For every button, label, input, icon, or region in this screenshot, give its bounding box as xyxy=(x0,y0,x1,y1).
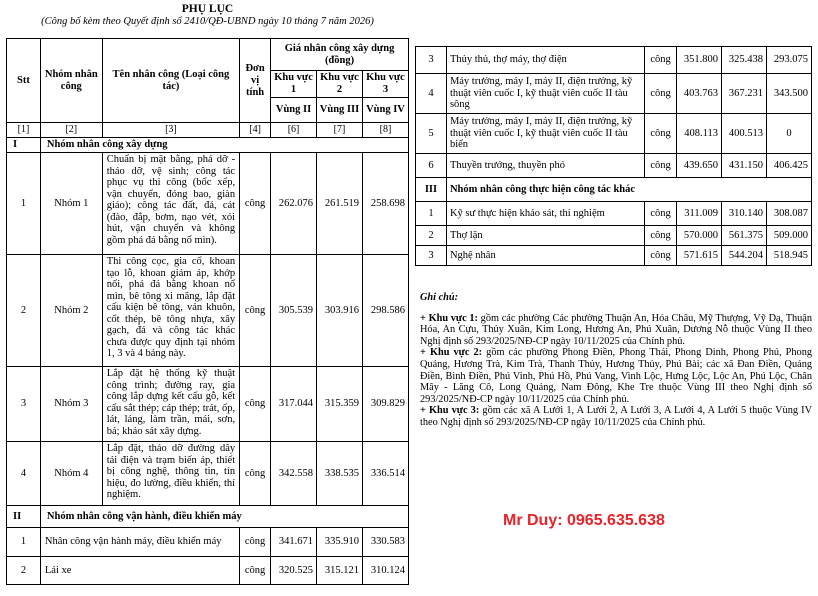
row-value-2: 303.916 xyxy=(317,255,363,367)
header-region-2: Khu vực 2 xyxy=(317,71,363,98)
row-value-3: 343.500 xyxy=(766,74,811,114)
row-value-2: 338.535 xyxy=(317,442,363,506)
row-value-3: 293.075 xyxy=(766,47,811,74)
section-row xyxy=(7,138,409,153)
row-value-2: 367.231 xyxy=(722,74,767,114)
note-label: + Khu vực 2: xyxy=(420,347,483,359)
row-unit: công xyxy=(240,557,271,585)
row-value-1: 341.671 xyxy=(271,528,317,557)
row-value-2: 561.375 xyxy=(722,226,767,246)
table-row xyxy=(416,226,812,246)
section-number: II xyxy=(7,506,41,528)
row-name: Lái xe xyxy=(40,557,239,585)
header-region-3: Khu vực 3 xyxy=(362,71,408,98)
row-unit: công xyxy=(240,367,271,442)
row-unit: công xyxy=(240,255,271,367)
labor-price-table-right xyxy=(415,46,812,266)
row-unit: công xyxy=(645,246,677,266)
row-name: Nhân công vận hành máy, điều khiển máy xyxy=(40,528,239,557)
row-stt: 2 xyxy=(7,557,41,585)
row-value-1: 262.076 xyxy=(271,153,317,255)
row-description: Lắp đặt hệ thống kỹ thuật công trình; đường ray, gia công lắp dựng kết cấu gỗ, kết cấu sắt thép; cáp thép; trát, ốp, lát, láng, làm trần, mái, sơn, bả; khảo sát xây dựng. xyxy=(102,367,239,442)
row-stt: 4 xyxy=(416,74,447,114)
notes-section xyxy=(420,292,812,429)
row-value-2: 431.150 xyxy=(722,154,767,178)
row-value-1: 408.113 xyxy=(677,114,722,154)
row-value-3: 308.087 xyxy=(766,202,811,226)
row-description: Thi công cọc, gia cố, khoan tạo lỗ, khoan giảm áp, khớp nối, phá đá bằng khoan nổ mìn, bê tông xi măng, lắp đặt cấu kiện bê tông, ván khuôn, cốt thép, bê tông nhựa, xây gạch, đá và công tác khác chưa được quy định tại nhóm 1, 3 và 4 bảng này. xyxy=(102,255,239,367)
index-cell: [2] xyxy=(40,123,102,138)
table-row xyxy=(7,367,409,442)
row-unit: công xyxy=(645,47,677,74)
row-description: Lắp đặt, tháo dỡ đường dây tải điện và trạm biến áp, thiết bị công nghệ, thông tin, tín hiệu, đo lường, điều khiển, thí nghiệm. xyxy=(102,442,239,506)
row-value-1: 570.000 xyxy=(677,226,722,246)
index-cell: [4] xyxy=(240,123,271,138)
table-row xyxy=(416,154,812,178)
section-row xyxy=(7,506,409,528)
row-stt: 3 xyxy=(7,367,41,442)
header-region-1: Khu vực 1 xyxy=(271,71,317,98)
row-stt: 3 xyxy=(416,47,447,74)
row-value-1: 305.539 xyxy=(271,255,317,367)
header-name: Tên nhân công (Loại công tác) xyxy=(102,39,239,123)
section-title: Nhóm nhân công xây dựng xyxy=(40,138,408,153)
section-number: I xyxy=(7,138,41,153)
row-group: Nhóm 2 xyxy=(40,255,102,367)
row-value-1: 403.763 xyxy=(677,74,722,114)
row-name: Thợ lặn xyxy=(446,226,644,246)
row-stt: 1 xyxy=(416,202,447,226)
table-row xyxy=(7,442,409,506)
notes-title: Ghi chú: xyxy=(420,292,459,303)
table-row xyxy=(7,528,409,557)
row-value-2: 310.140 xyxy=(722,202,767,226)
header-group: Nhóm nhân công xyxy=(40,39,102,123)
document-subtitle: (Công bố kèm theo Quyết định số 2410/QĐ-UBND ngày 10 tháng 7 năm 2026) xyxy=(41,16,374,27)
row-unit: công xyxy=(240,528,271,557)
table-row xyxy=(416,202,812,226)
note-text: gồm các phường Phong Điền, Phong Thái, Phong Dinh, Phong Phú, Phong Quảng, Hương Trà, Kim Trà, Thanh Thủy, Hương Thủy, Phú Bài; các xã Đan Điền, Quảng Điền, Bình Điền, Phú Vinh, Phú Hồ, Phú Vang, Vinh Lộc, Hưng Lộc, Lộc An, Phú Lộc, Chân Mây - Lăng Cô, Long Quảng, Nam Đông, Khe Tre thuộc Vùng III theo Nghị định số 293/2025/NĐ-CP ngày 10/11/2025 của Chính phủ. xyxy=(420,347,812,405)
row-value-3: 298.586 xyxy=(362,255,408,367)
index-row xyxy=(7,123,409,138)
table-row xyxy=(7,557,409,585)
row-stt: 3 xyxy=(416,246,447,266)
header-zone-4: Vùng IV xyxy=(362,98,408,123)
section-title: Nhóm nhân công thực hiện công tác khác xyxy=(446,178,811,202)
row-value-3: 509.000 xyxy=(766,226,811,246)
row-value-1: 320.525 xyxy=(271,557,317,585)
index-cell: [1] xyxy=(7,123,41,138)
table-row xyxy=(416,47,812,74)
table-row xyxy=(416,246,812,266)
row-value-1: 571.615 xyxy=(677,246,722,266)
row-value-2: 261.519 xyxy=(317,153,363,255)
header-zone-2: Vùng II xyxy=(271,98,317,123)
index-cell: [6] xyxy=(271,123,317,138)
row-stt: 4 xyxy=(7,442,41,506)
row-value-2: 315.121 xyxy=(317,557,363,585)
header-price-group: Giá nhân công xây dựng (đồng) xyxy=(271,39,409,71)
row-name: Máy trưởng, máy I, máy II, điện trưởng, kỹ thuật viên cuốc I, kỹ thuật viên cuốc II tàu biển xyxy=(446,114,644,154)
index-cell: [8] xyxy=(362,123,408,138)
note-item xyxy=(420,405,812,428)
contact-watermark: Mr Duy: 0965.635.638 xyxy=(503,512,665,529)
note-text: gồm các phường Các phường Thuận An, Hóa Châu, Mỹ Thượng, Vỹ Dạ, Thuận Hóa, An Cựu, Thủy Xuân, Kim Long, Hương An, Phú Xuân, Dương Nỗ thuộc Vùng II theo Nghị định số 293/2025/NĐ-CP ngày 10/11/2025 của Chính phủ. xyxy=(420,312,813,347)
row-value-2: 315.359 xyxy=(317,367,363,442)
section-row xyxy=(416,178,812,202)
note-label: + Khu vực 1: xyxy=(420,312,478,324)
index-cell: [3] xyxy=(102,123,239,138)
row-value-1: 351.800 xyxy=(677,47,722,74)
row-stt: 2 xyxy=(416,226,447,246)
row-stt: 5 xyxy=(416,114,447,154)
row-value-3: 0 xyxy=(766,114,811,154)
row-name: Nghệ nhân xyxy=(446,246,644,266)
row-value-1: 439.650 xyxy=(677,154,722,178)
row-value-3: 336.514 xyxy=(362,442,408,506)
row-stt: 1 xyxy=(7,153,41,255)
row-stt: 1 xyxy=(7,528,41,557)
row-group: Nhóm 3 xyxy=(40,367,102,442)
row-unit: công xyxy=(645,74,677,114)
row-name: Thuyền trưởng, thuyền phó xyxy=(446,154,644,178)
row-stt: 6 xyxy=(416,154,447,178)
row-stt: 2 xyxy=(7,255,41,367)
row-value-3: 518.945 xyxy=(766,246,811,266)
index-cell: [7] xyxy=(317,123,363,138)
row-group: Nhóm 4 xyxy=(40,442,102,506)
row-value-1: 342.558 xyxy=(271,442,317,506)
row-value-3: 258.698 xyxy=(362,153,408,255)
note-item xyxy=(420,313,812,348)
row-value-1: 317.044 xyxy=(271,367,317,442)
table-row xyxy=(416,74,812,114)
row-value-3: 309.829 xyxy=(362,367,408,442)
row-value-3: 310.124 xyxy=(362,557,408,585)
row-value-2: 544.204 xyxy=(722,246,767,266)
row-value-2: 400.513 xyxy=(722,114,767,154)
row-name: Kỹ sư thực hiện khảo sát, thí nghiệm xyxy=(446,202,644,226)
row-unit: công xyxy=(645,226,677,246)
row-unit: công xyxy=(240,442,271,506)
row-value-3: 330.583 xyxy=(362,528,408,557)
section-title: Nhóm nhân công vận hành, điều khiển máy xyxy=(40,506,408,528)
table-row xyxy=(416,114,812,154)
row-unit: công xyxy=(645,202,677,226)
row-value-1: 311.009 xyxy=(677,202,722,226)
labor-price-table-left xyxy=(6,38,409,585)
table-row xyxy=(7,255,409,367)
document-title: PHỤ LỤC xyxy=(181,3,234,15)
row-unit: công xyxy=(645,154,677,178)
row-name: Thủy thủ, thợ máy, thợ điện xyxy=(446,47,644,74)
row-unit: công xyxy=(645,114,677,154)
header-stt: Stt xyxy=(7,39,41,123)
section-number: III xyxy=(416,178,447,202)
note-text: gồm các xã A Lưới 1, A Lưới 2, A Lưới 3, A Lưới 4, A Lưới 5 thuộc Vùng IV theo Nghị định số 293/2025/NĐ-CP ngày 10/11/2025 của Chính phủ. xyxy=(420,405,813,428)
row-description: Chuẩn bị mặt bằng, phá dỡ - tháo dỡ, vệ sinh; công tác phục vụ thi công (bốc xếp, vận chuyển, đóng bao, giàn giáo); công tác đất, đá, cát (đào, đắp, bơm, nạo vét, xói hút, vận chuyển và không gồm phá đá bằng nổ mìn). xyxy=(102,153,239,255)
row-value-2: 325.438 xyxy=(722,47,767,74)
header-unit: Đơn vị tính xyxy=(240,39,271,123)
row-value-2: 335.910 xyxy=(317,528,363,557)
row-group: Nhóm 1 xyxy=(40,153,102,255)
row-value-3: 406.425 xyxy=(766,154,811,178)
header-zone-3: Vùng III xyxy=(317,98,363,123)
table-row xyxy=(7,153,409,255)
note-label: + Khu vực 3: xyxy=(420,405,480,417)
row-name: Máy trưởng, máy I, máy II, điện trưởng, kỹ thuật viên cuốc I, kỹ thuật viên cuốc II tàu sông xyxy=(446,74,644,114)
note-item xyxy=(420,347,812,405)
row-unit: công xyxy=(240,153,271,255)
